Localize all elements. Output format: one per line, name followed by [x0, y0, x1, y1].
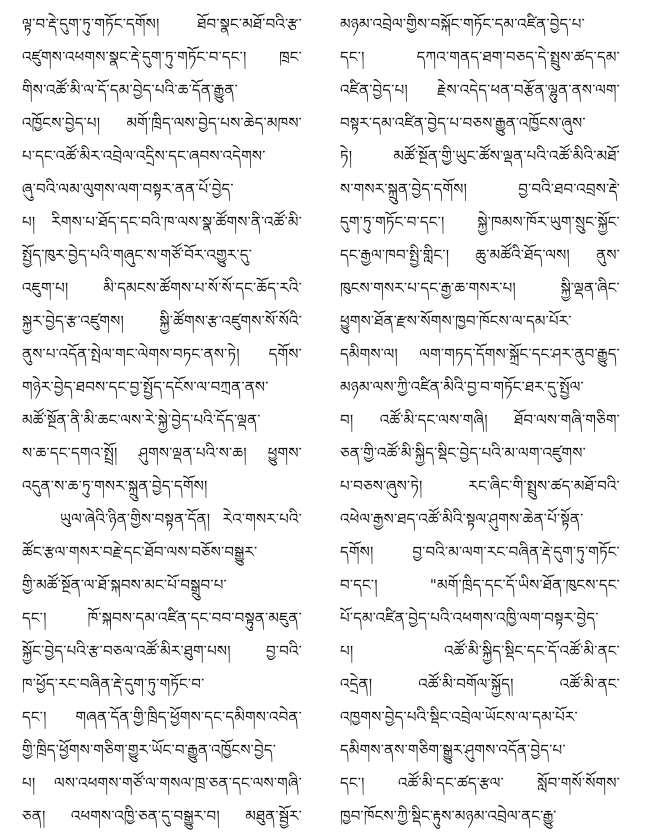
right-paragraph-1-line: དམིགས་ལ། ལག་གཏད་དོགས་སྐྲོང་དང་ཤར་ནུབ་རྒྱུད་ [340, 345, 620, 363]
right-paragraph-1-line: ཕྱུགས་ཐོན་རྫས་སོགས་ཁྱབ་ཁོངས་ལ་དམ་པོར་ [340, 312, 572, 330]
left-paragraph-1-line: ཞུ་བའི་ལམ་ལུགས་ལག་བསྟར་ནན་པོ་བྱེད་ [22, 180, 234, 198]
right-paragraph-1-line: དགོས། བྱ་བའི་མ་ལག་རང་བཞིན་རྡེ་དུག་ཏུ་གཏོང་ [340, 543, 620, 561]
right-paragraph-1-line: པོ་དམ་འཛིན་བྱེད་པའི་འཕགས་འཁྱི་ལག་བསྟར་བྱེད་ [340, 609, 599, 627]
right-paragraph-1-line: མཉམ་འབྲེལ་གྱིས་བསྐོང་གཏོང་དམ་འཛིན་བྱེད་པ་ [340, 15, 585, 33]
right-paragraph-1-line: འཕེལ་རྒྱས་ཐད་འཚོ་མིའི་སྟལ་ཤུགས་ཆེན་པོ་སྟོན་ [340, 510, 584, 528]
left-paragraph-2-line: གྱི་མཚོ་སྔོན་ལ་ཐོ་སྐབས་མང་པོ་བསྒྲུབ་པ་ [22, 576, 227, 594]
left-paragraph-2-line: སྐྱོང་བྱེད་པའི་རྩ་བཅལ་འཚོ་མིར་ཐུག་པས། བྱ་བའི་ [22, 642, 302, 660]
left-paragraph-1-line: འདུན་ས་ཆ་ཏུ་གསར་སྐྲུན་བྱེད་དགོས། [22, 477, 208, 495]
right-paragraph-1-line: འདྲེན། འཚོ་མི་བགོལ་སྐྱོད། འཚོ་མི་ནང་ [340, 675, 620, 693]
left-paragraph-1-line: གིས་འཚོ་མི་ལ་དོ་དམ་བྱེད་པའི་ཆ་དོན་རྒྱུན་ [22, 81, 238, 99]
right-paragraph-1-line: མཉམ་ལས་ཀྱི་འཛིན་མིའི་བྱ་བ་གཏོང་ཐར་དུ་སྤྱོལ་ [340, 378, 584, 396]
right-paragraph-1-line: བ་དང་། "མགོ་ཁྲིད་དང་དོ་ཡིས་ཐོན་ཁུངས་དང་ [340, 576, 620, 594]
right-paragraph-1-line: དང་། དཀའ་གནད་ཐག་བཅད་དེ་སྤྲུས་ཚད་དམ་ [340, 48, 620, 66]
right-paragraph-1-line: དམིགས་ནས་གཅིག་སྒྱུར་ཤུགས་འདོན་བྱེད་པ་ [340, 741, 566, 759]
right-paragraph-1-line: ཏེ། མཚོ་སྔོན་གྱི་ཡུང་ཚོས་ལྡན་པའི་འཚོ་མིའི་མཐོ་ [340, 147, 620, 165]
left-paragraph-2-line: ཅན། འཕགས་འཁྱི་ཅན་དུ་བསྒྱུར་བ། མཐུན་སྦྱོར་ [22, 807, 302, 825]
right-paragraph-1-line: ཁུངས་གསར་པ་དང་རྒྱ་ཆ་གསར་པ། སྐྱི་ལྡན་ཞིང་ [340, 279, 620, 297]
left-paragraph-1-line: འཇུག་པ། མི་དམངས་ཚོགས་པ་སོ་སོ་དང་ཆོད་རའི་ [22, 279, 302, 297]
left-paragraph-1-line: ལྟ་བ་རྡེ་དུག་ཏུ་གཏོང་དགོས། ཐོབ་སྣང་མཐོ་བའི་རྩ་ [22, 15, 302, 33]
left-paragraph-1-line: སྐྱར་བྱེད་རྩ་འཛུགས། སྐྱི་ཚོགས་རྩ་འཛུགས་སོ་སོའི་ [22, 312, 302, 330]
left-paragraph-1-line: མཚོ་སྔོན་ནི་མི་ཆང་ལས་རེ་སྐྱེ་བྱེད་པའི་དོད་ལྡན་ [22, 411, 261, 429]
right-paragraph-1-line: བསྟར་དམ་འཛིན་བྱེད་པ་བཅས་རྒྱུན་འཁྱོངས་ཞུས་ [340, 114, 586, 132]
left-paragraph-2-line: པ། ལས་འཕགས་གཙོ་ལ་གསལ་ཁྲ་ཅན་དང་ལས་གཞི་ [22, 774, 302, 792]
right-paragraph-1-line: འཛིན་བྱེད་པ། རྗེས་འདེད་ཕན་བརྩོན་ལྷུན་ནས་ལག་ [340, 81, 620, 99]
left-paragraph-2-line: དང་། གཞན་དོན་གྱི་ཁྲིད་ཕྱོགས་དང་དམིགས་འབེན་ [22, 708, 302, 726]
left-paragraph-1-line: གཉེར་བྱེད་ཐབས་དང་བྱ་སྤྱོད་དངོས་ལ་བཀྲན་ནས་ [22, 378, 269, 396]
right-paragraph-1-line: དང་རྒྱལ་ཁབ་སྤྱི་གླིང་། ཆུ་མཚོའི་ཐོད་ལས། ནུས་ [340, 246, 620, 264]
right-paragraph-1-line: ཅན་གྱི་འཚོ་མི་སྐྱིད་སྡིང་བྱེད་པའི་མ་ལག་འཛུགས་ [340, 444, 586, 462]
left-paragraph-1-line: པ། རིགས་པ་ཐོད་དང་བའི་ཁ་ལས་སྣ་ཚོགས་ནི་འཚོ་མི་ [22, 213, 302, 231]
left-paragraph-2-line: ཚོང་རྩལ་གསར་བརྗེ་དང་ཐོབ་ལས་བཅོས་བསྒྱུར་ [22, 543, 258, 561]
right-paragraph-1-line: པ་བཅས་ཞུས་ཏེ། རང་ཞིང་གི་སྤྲུས་ཚད་མཐོ་བའི་ [340, 477, 620, 495]
left-paragraph-1-line: འཛུགས་འཕགས་སྣང་རྡེ་དུག་ཏུ་གཏོང་བ་དང་། ཁྲང་ [22, 48, 302, 66]
right-paragraph-1-line: བ། འཚོ་མི་དང་ལས་གཞི། ཐོབ་ལས་གཞི་གཅིག་ [340, 411, 620, 429]
right-paragraph-1-line: འཁྱགས་བྱེད་པའི་སྡིང་འབྲེལ་ཡོངས་ལ་དམ་པོར་ [340, 708, 578, 726]
left-paragraph-1-line: ནུས་པ་འདོན་སྤེལ་གང་ལེགས་བཏང་ནས་ཏེ། དགོས་ [22, 345, 302, 363]
left-paragraph-1-line: པ་དང་འཚོ་མིར་འབྲེལ་འདྲིས་དང་ཞབས་འདེགས་ [22, 147, 266, 165]
right-paragraph-1-line: ས་གསར་སྐྲུན་བྱེད་དགོས། བྱ་བའི་ཐབ་འབྲས་རྡེ་ [340, 180, 620, 198]
right-text-column [340, 8, 620, 833]
right-paragraph-1-line: དང་། འཚོ་མི་དང་ཚད་རྩལ་ སློབ་གསོ་སོགས་ [340, 774, 620, 792]
left-paragraph-1-line: འཁྱོངས་བྱེད་པ། མགོ་ཁྲིད་ལས་བྱེད་པས་ཆེད་མཁས་ [22, 114, 302, 132]
left-paragraph-2-line: ཡུལ་ཞེའི་ཉིན་གྱིས་བསྟན་དོན། རེའ་གསར་པའི་ [60, 510, 302, 528]
right-paragraph-1-line: པ། འཚོ་མི་སྐྱིད་སྡིང་དང་དོ་འཚོ་མི་ནང་ [340, 642, 620, 660]
left-paragraph-1-line: སྤྱོད་ཁུར་བྱེད་པའི་གཞུང་ས་གཙོ་བོར་འགྱུར་དུ་ [22, 246, 253, 264]
left-paragraph-2-line: ཁ་ཕྱོད་རང་བཞིན་རྡེ་དུག་ཏུ་གཏོང་བ་ [22, 675, 205, 693]
right-paragraph-1-line: དུག་ཏུ་གཏོང་བ་དང་། སྐྱེ་ཁམས་ཁོར་ཡུག་སྲུང་སྐྱོང་ [340, 213, 620, 231]
left-paragraph-1-line: ས་ཆ་དང་དགའ་སྤྲོ། ཤུགས་ལྡན་པའི་ས་ཆ། ཕྱུགས་ [22, 444, 302, 462]
left-text-column [22, 8, 302, 833]
left-paragraph-2-line: གྱི་ཁྲིད་ཕྱོགས་གཅིག་གྱུར་ཡོང་བ་རྒྱུན་འཁྱོངས་བྱེད་ [22, 741, 277, 759]
column-gutter [325, 10, 326, 826]
left-paragraph-2-line: དང་། ཁོ་སྐབས་དམ་འཛིན་དང་བབ་བསྟུན་མཇུན་ [22, 609, 302, 627]
right-paragraph-1-line: ཁྱབ་ཁོངས་ཀྱི་སྡིང་རྟུས་མཉམ་འབྲེལ་ནང་རྒྱུ་ [340, 807, 557, 825]
